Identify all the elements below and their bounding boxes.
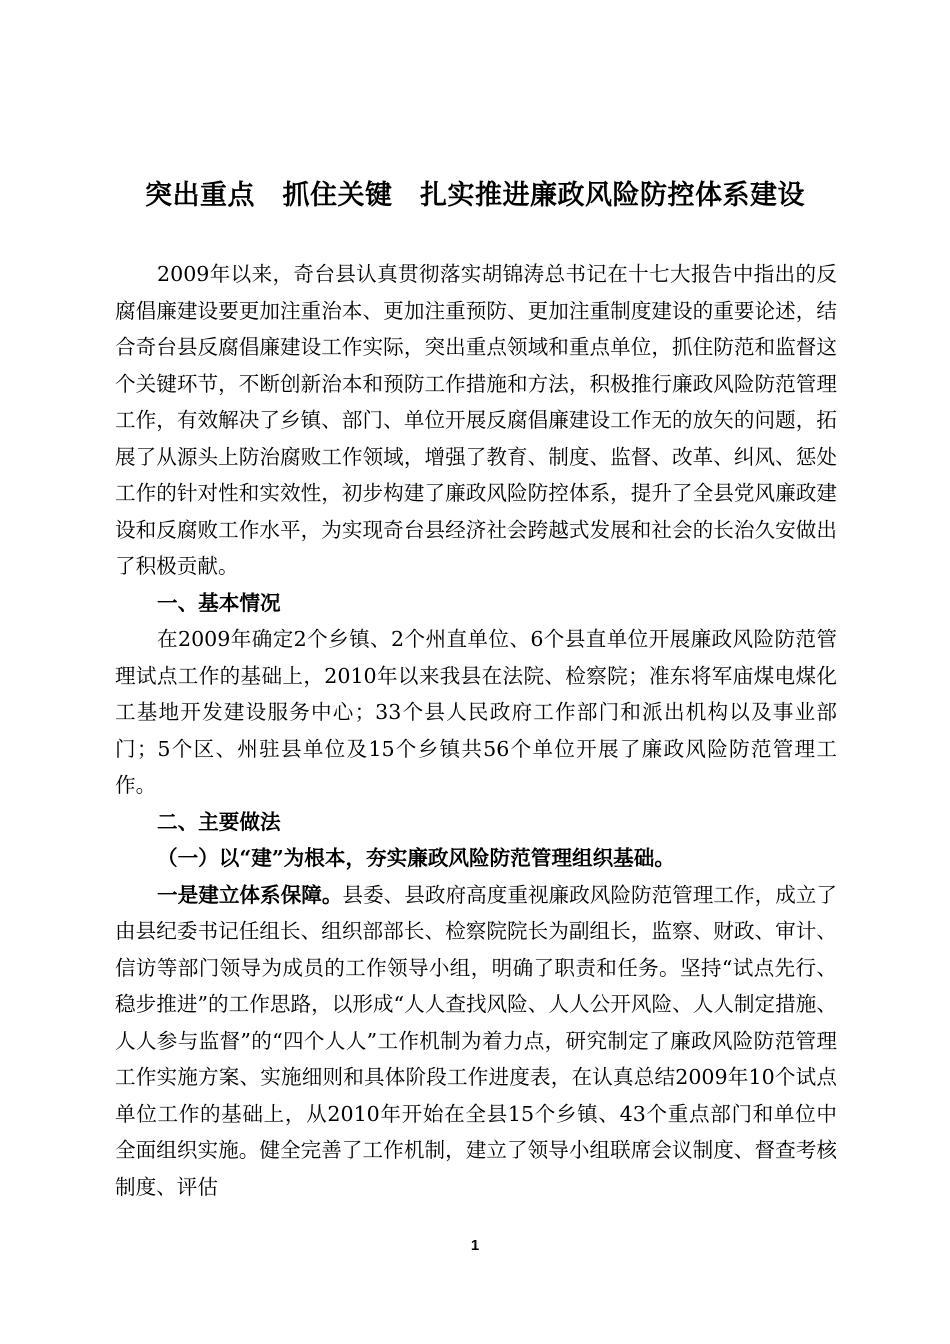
- page-number: 1: [470, 1237, 480, 1254]
- paragraph-lead: 一是建立体系保障。: [157, 882, 343, 907]
- subsection-heading-build: （一）以“建”为根本，夯实廉政风险防范管理组织基础。: [157, 846, 675, 870]
- section-paragraph-basic-situation: 在2009年确定2个乡镇、2个州直单位、6个县直单位开展廉政风险防范管理试点工作的基础上，2010年以来我县在法院、检察院；准东将军庙煤电煤化工基地开发建设服务中心；33个县人民政府工作部门和派出机构以及事业部门；5个区、州驻县单位及15个乡镇共56个单位开展了廉政风险防范管理工作。: [115, 627, 837, 797]
- document-title: 突出重点 抓住关键 扎实推进廉政风险防控体系建设: [145, 180, 805, 211]
- document-body: [115, 256, 837, 1205]
- intro-paragraph: 2009年以来，奇台县认真贯彻落实胡锦涛总书记在十七大报告中指出的反腐倡廉建设要更加注重治本、更加注重预防、更加注重制度建设的重要论述，结合奇台县反腐倡廉建设工作实际，突出重点领域和重点单位，抓住防范和监督这个关键环节，不断创新治本和预防工作措施和方法，积极推行廉政风险防范管理工作，有效解决了乡镇、部门、单位开展反腐倡廉建设工作无的放矢的问题，拓展了从源头上防治腐败工作领域，增强了教育、制度、监督、改革、纠风、惩处工作的针对性和实效性，初步构建了廉政风险防控体系，提升了全县党风廉政建设和反腐败工作水平，为实现奇台县经济社会跨越式发展和社会的长治久安做出了积极贡献。: [115, 262, 837, 578]
- paragraph-text: 县委、县政府高度重视廉政风险防范管理工作，成立了由县纪委书记任组长、组织部部长、检察院院长为副组长，监察、财政、审计、信访等部门领导为成员的工作领导小组，明确了职责和任务。坚持“试点先行、稳步推进”的工作思路，以形成“人人查找风险、人人公开风险、人人制定措施、人人参与监督”的“四个人人”工作机制为着力点，研究制定了廉政风险防范管理工作实施方案、实施细则和具体阶段工作进度表，在认真总结2009年10个试点单位工作的基础上，从2010年开始在全县15个乡镇、43个重点部门和单位中全面组织实施。健全完善了工作机制，建立了领导小组联席会议制度、督查考核制度、评估: [115, 882, 838, 1199]
- section-heading-basic-situation: 一、基本情况: [157, 590, 281, 615]
- system-guarantee-paragraph: [115, 877, 837, 1206]
- section-heading-main-practices: 二、主要做法: [157, 809, 281, 834]
